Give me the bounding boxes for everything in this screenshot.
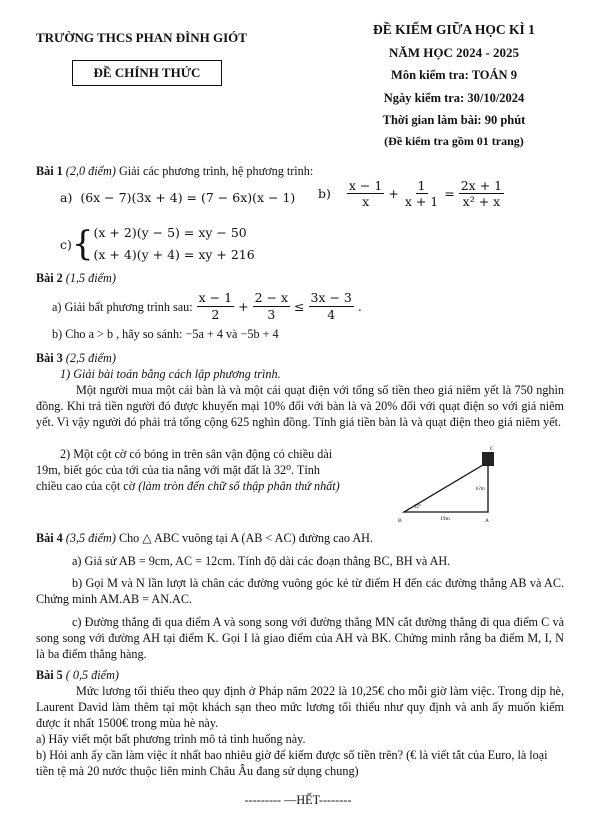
- label-b: B: [398, 518, 402, 524]
- bai4-points: (3,5 điểm): [65, 531, 116, 545]
- label-a: A: [485, 518, 489, 524]
- label-base: 19m: [440, 516, 450, 522]
- bai3-p2-line3-note: (làm tròn đến chữ số thập phân thứ nhất): [138, 479, 340, 493]
- bai5-a: a) Hãy viết một bất phương trình mô tả tình huống này.: [36, 732, 306, 746]
- bai1-b-frac2-num: 1: [417, 178, 426, 193]
- bai2-a-le: ≤: [294, 298, 305, 314]
- label-c: C: [490, 446, 494, 452]
- bai2-a-frac2: [253, 290, 290, 323]
- bai2-points: (1,5 điểm): [65, 271, 116, 285]
- bai3-p2-line3-text: chiều cao của cột cờ: [36, 479, 136, 493]
- bai5-title: Bài 5: [36, 668, 63, 682]
- bai1-b-frac2: [403, 178, 440, 209]
- exam-subject: [334, 68, 574, 83]
- bai1-title: Bài 1: [36, 164, 63, 178]
- flag-icon: [482, 452, 494, 466]
- exam-title: ĐỀ KIỂM GIỮA HỌC KÌ 1: [373, 22, 535, 37]
- bai3-p1-head: 1) Giải bài toán bằng cách lập phương trình.: [60, 367, 281, 381]
- bai1-a: [60, 190, 295, 205]
- exam-pages: (Đề kiểm tra gồm 01 trang): [384, 134, 524, 148]
- bai1-b-frac2-den: x + 1: [404, 194, 439, 209]
- bai1-a-equation: (6x − 7)(3x + 4) = (7 − 6x)(x − 1): [80, 190, 296, 205]
- bai2-a-frac1-num: x − 1: [198, 290, 233, 305]
- bai2-a-plus: +: [238, 298, 249, 314]
- bai2-a-frac2-den: 3: [267, 307, 276, 322]
- official-label: ĐỀ CHÍNH THỨC: [93, 65, 201, 80]
- bai2-a-frac3-num: 3x − 3: [310, 290, 352, 305]
- bai3-header: [36, 350, 116, 366]
- label-height: h?m: [476, 487, 485, 492]
- label-angle: 32°: [414, 505, 421, 510]
- bai3-p2-line2: 19m, biết góc của tới của tia nắng với mặt đất là 32⁰. Tính: [36, 463, 320, 477]
- exam-subject-text: Môn kiểm tra: TOÁN 9: [391, 68, 517, 82]
- bai1-b-frac1: [347, 178, 384, 209]
- bai4-title: Bài 4: [36, 531, 63, 545]
- bai5-header: [36, 667, 119, 683]
- bai2-title: Bài 2: [36, 271, 63, 285]
- school-name: TRƯỜNG THCS PHAN ĐÌNH GIÓT: [36, 30, 247, 45]
- bai2-a-frac1: [197, 290, 234, 323]
- bai4-intro: Cho △ ABC vuông tại A (AB < AC) đường cao AH.: [118, 531, 374, 545]
- bai3-points: (2,5 điểm): [65, 351, 116, 365]
- bai2-a: [52, 290, 362, 323]
- bai1-b-frac1-den: x: [362, 194, 370, 209]
- school-year: NĂM HỌC 2024 - 2025: [389, 45, 519, 60]
- bai1-b-frac3-num: 2x + 1: [460, 178, 503, 193]
- bai1-c: [60, 222, 255, 266]
- bai1-b-label: b): [318, 186, 331, 201]
- bai4-a: a) Giả sử AB = 9cm, AC = 12cm. Tính độ dài các đoạn thẳng BC, BH và AH.: [72, 554, 451, 568]
- exam-date: Ngày kiểm tra: 30/10/2024: [383, 91, 525, 105]
- bai1-c-label: c): [60, 236, 72, 252]
- bai1-b-frac1-num: x − 1: [348, 178, 383, 193]
- bai3-p1-body: Một người mua một cái bàn là và một cái quạt điện với tổng số tiền theo giá niêm yết là 750 nghìn đồng. Khi trả tiền người đó được khuyến mại 10% đối với bàn là và 20% đối với quạt điện so với giá niêm yết. Vì vậy người đó phải trả tổng cộng 625 nghìn đồng. Tính giá tiền bàn là và quạt điện theo giá niêm yết.: [36, 383, 564, 429]
- bai2-a-frac3-den: 4: [327, 307, 336, 322]
- bai5-body: Mức lương tối thiểu theo quy định ở Pháp năm 2022 là 10,25€ cho mỗi giờ làm việc. Trong dịp hè, Laurent David làm thêm tại một khách sạn theo mức lương tối thiểu như quy định và anh ấy muốn kiếm được ít nhất 1500€ trong mùa hè này.: [36, 684, 564, 730]
- bai2-a-frac3: [309, 290, 354, 323]
- bai1-b-frac3: [459, 178, 504, 209]
- bai1-prompt: Giải các phương trình, hệ phương trình:: [118, 164, 314, 178]
- bai1-b-frac3-den: x² + x: [462, 194, 501, 209]
- bai2-a-end: .: [357, 298, 362, 314]
- bai1-a-label: a): [60, 190, 73, 205]
- bai2-a-text: a) Giải bất phương trình sau:: [52, 299, 193, 314]
- bai1-b: [318, 178, 504, 209]
- system-brace-icon: {: [71, 224, 94, 264]
- bai2-a-frac1-den: 2: [211, 307, 220, 322]
- bai3-title: Bài 3: [36, 351, 63, 365]
- bai1-c-eq2: (x + 4)(y + 4) = xy + 216: [93, 247, 255, 262]
- bai1-header: [36, 163, 313, 179]
- end-marker: --------- —HẾT--------: [244, 793, 352, 807]
- official-badge: [72, 60, 222, 86]
- bai4-b: b) Gọi M và N lần lượt là chân các đường vuông góc kẻ từ điểm H đến các đường thẳng AB và AC. Chứng minh AM.AB = AN.AC.: [36, 576, 564, 606]
- bai1-c-eq1: (x + 2)(y − 5) = xy − 50: [93, 225, 247, 240]
- bai1-b-equals: =: [444, 186, 455, 201]
- bai2-header: [36, 270, 116, 286]
- bai2-a-frac2-num: 2 − x: [254, 290, 289, 305]
- bai1-c-system: [94, 222, 255, 266]
- bai4-header: [36, 530, 373, 546]
- bai4-c: c) Đường thẳng đi qua điểm A và song song với đường thẳng MN cắt đường thẳng đi qua điểm C và song song với đường AH tại điểm K. Gọi I là giao điểm của AH và BK. Chứng minh rằng ba điểm M, I, N là ba điểm thẳng hàng.: [36, 615, 564, 661]
- exam-duration: Thời gian làm bài: 90 phút: [382, 113, 526, 127]
- bai5-b: b) Hỏi anh ấy cần làm việc ít nhất bao nhiêu giờ để kiếm được số tiền trên? (€ là viết tắt của Euro, là loại tiền tệ mà 20 nước thuộc liên minh Châu Âu đang sử dụng chung): [36, 748, 548, 778]
- bai1-b-plus: +: [388, 186, 399, 201]
- bai3-p2-line1: 2) Một cột cờ có bóng in trên sân vận động có chiều dài: [60, 447, 333, 461]
- bai5-points: ( 0,5 điểm): [65, 668, 119, 682]
- bai1-points: (2,0 điểm): [65, 164, 116, 178]
- flagpole-figure: [392, 446, 518, 528]
- bai3-p2-line3: [36, 478, 340, 494]
- bai2-b: b) Cho a > b , hãy so sánh: −5a + 4 và −5b + 4: [52, 327, 279, 341]
